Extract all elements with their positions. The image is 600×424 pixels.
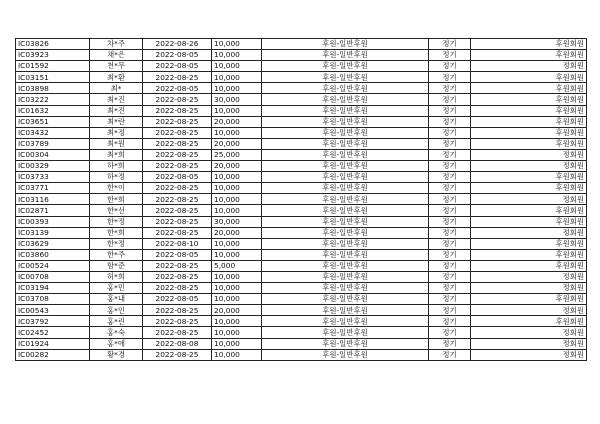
donor-name-cell: 한*정 (90, 216, 143, 227)
member-grade-cell: 후원회원 (471, 138, 587, 149)
payment-type-cell: 정기 (429, 116, 471, 127)
table-row (16, 50, 587, 61)
amount-cell: 10,000 (212, 72, 262, 83)
member-grade-cell: 정회원 (471, 194, 587, 205)
donor-name-cell: 채*은 (90, 50, 143, 61)
amount-cell: 10,000 (212, 61, 262, 72)
table-row (16, 327, 587, 338)
category-cell: 후원-일반후원 (262, 83, 429, 94)
donor-name-cell: 차*주 (90, 39, 143, 50)
payment-type-cell: 정기 (429, 50, 471, 61)
donor-name-cell: 최*진 (90, 94, 143, 105)
category-cell: 후원-일반후원 (262, 316, 429, 327)
table-row (16, 39, 587, 50)
amount-cell: 20,000 (212, 161, 262, 172)
category-cell: 후원-일반후원 (262, 194, 429, 205)
amount-cell: 10,000 (212, 338, 262, 349)
category-cell: 후원-일반후원 (262, 116, 429, 127)
donor-name-cell: 한*선 (90, 205, 143, 216)
table-row (16, 316, 587, 327)
donor-id-cell: IC03194 (16, 283, 90, 294)
amount-cell: 20,000 (212, 116, 262, 127)
amount-cell: 10,000 (212, 349, 262, 360)
amount-cell: 10,000 (212, 50, 262, 61)
category-cell: 후원-일반후원 (262, 283, 429, 294)
donation-table (15, 38, 587, 361)
payment-type-cell: 정기 (429, 127, 471, 138)
donation-date-cell: 2022-08-26 (143, 39, 212, 50)
table-row (16, 271, 587, 282)
table-row (16, 83, 587, 94)
member-grade-cell: 후원회원 (471, 94, 587, 105)
donation-date-cell: 2022-08-25 (143, 327, 212, 338)
table-row (16, 94, 587, 105)
donation-date-cell: 2022-08-25 (143, 271, 212, 282)
donor-name-cell: 최*란 (90, 116, 143, 127)
table-row (16, 249, 587, 260)
donor-id-cell: IC01592 (16, 61, 90, 72)
donor-name-cell: 홍*인 (90, 305, 143, 316)
payment-type-cell: 정기 (429, 283, 471, 294)
donation-date-cell: 2022-08-25 (143, 349, 212, 360)
member-grade-cell: 후원회원 (471, 294, 587, 305)
donation-date-cell: 2022-08-05 (143, 294, 212, 305)
payment-type-cell: 정기 (429, 294, 471, 305)
member-grade-cell: 후원회원 (471, 205, 587, 216)
donor-id-cell: IC00708 (16, 271, 90, 282)
category-cell: 후원-일반후원 (262, 61, 429, 72)
table-row (16, 238, 587, 249)
amount-cell: 10,000 (212, 183, 262, 194)
member-grade-cell: 후원회원 (471, 260, 587, 271)
category-cell: 후원-일반후원 (262, 39, 429, 50)
category-cell: 후원-일반후원 (262, 127, 429, 138)
donor-name-cell: 하*정 (90, 172, 143, 183)
category-cell: 후원-일반후원 (262, 227, 429, 238)
table-row (16, 338, 587, 349)
donor-name-cell: 한*이 (90, 183, 143, 194)
table-row (16, 283, 587, 294)
table-row (16, 205, 587, 216)
donor-name-cell: 천*무 (90, 61, 143, 72)
table-row (16, 127, 587, 138)
payment-type-cell: 정기 (429, 316, 471, 327)
donor-id-cell: IC00543 (16, 305, 90, 316)
table-row (16, 260, 587, 271)
payment-type-cell: 정기 (429, 83, 471, 94)
donation-date-cell: 2022-08-25 (143, 260, 212, 271)
donor-name-cell: 허*희 (90, 271, 143, 282)
amount-cell: 10,000 (212, 271, 262, 282)
category-cell: 후원-일반후원 (262, 294, 429, 305)
member-grade-cell: 후원회원 (471, 316, 587, 327)
donor-id-cell: IC03923 (16, 50, 90, 61)
table-body (16, 39, 587, 361)
category-cell: 후원-일반후원 (262, 349, 429, 360)
amount-cell: 20,000 (212, 138, 262, 149)
donor-id-cell: IC03860 (16, 249, 90, 260)
donation-date-cell: 2022-08-25 (143, 316, 212, 327)
donor-id-cell: IC01632 (16, 105, 90, 116)
payment-type-cell: 정기 (429, 327, 471, 338)
amount-cell: 10,000 (212, 249, 262, 260)
donor-id-cell: IC00329 (16, 161, 90, 172)
donor-id-cell: IC03432 (16, 127, 90, 138)
donor-id-cell: IC03826 (16, 39, 90, 50)
member-grade-cell: 후원회원 (471, 105, 587, 116)
amount-cell: 10,000 (212, 283, 262, 294)
category-cell: 후원-일반후원 (262, 249, 429, 260)
table-row (16, 216, 587, 227)
amount-cell: 5,000 (212, 260, 262, 271)
donor-id-cell: IC03116 (16, 194, 90, 205)
donor-name-cell: 홍*민 (90, 283, 143, 294)
donor-name-cell: 최*환 (90, 72, 143, 83)
donation-date-cell: 2022-08-25 (143, 161, 212, 172)
table-row (16, 105, 587, 116)
donor-id-cell: IC00282 (16, 349, 90, 360)
donation-date-cell: 2022-08-05 (143, 50, 212, 61)
donor-id-cell: IC03222 (16, 94, 90, 105)
category-cell: 후원-일반후원 (262, 105, 429, 116)
payment-type-cell: 정기 (429, 94, 471, 105)
donor-id-cell: IC03651 (16, 116, 90, 127)
payment-type-cell: 정기 (429, 194, 471, 205)
amount-cell: 10,000 (212, 316, 262, 327)
donation-date-cell: 2022-08-05 (143, 61, 212, 72)
donor-id-cell: IC02452 (16, 327, 90, 338)
category-cell: 후원-일반후원 (262, 271, 429, 282)
amount-cell: 10,000 (212, 194, 262, 205)
amount-cell: 10,000 (212, 39, 262, 50)
member-grade-cell: 후원회원 (471, 238, 587, 249)
table-row (16, 183, 587, 194)
table-row (16, 172, 587, 183)
payment-type-cell: 정기 (429, 183, 471, 194)
donor-name-cell: 홍*애 (90, 338, 143, 349)
amount-cell: 20,000 (212, 305, 262, 316)
donation-date-cell: 2022-08-25 (143, 72, 212, 83)
donor-name-cell: 최* (90, 83, 143, 94)
payment-type-cell: 정기 (429, 271, 471, 282)
donation-date-cell: 2022-08-25 (143, 205, 212, 216)
donation-date-cell: 2022-08-25 (143, 149, 212, 160)
category-cell: 후원-일반후원 (262, 260, 429, 271)
table-row (16, 72, 587, 83)
category-cell: 후원-일반후원 (262, 172, 429, 183)
donor-id-cell: IC03792 (16, 316, 90, 327)
donor-id-cell: IC03733 (16, 172, 90, 183)
payment-type-cell: 정기 (429, 227, 471, 238)
member-grade-cell: 정회원 (471, 283, 587, 294)
donor-name-cell: 한*희 (90, 194, 143, 205)
donation-date-cell: 2022-08-25 (143, 127, 212, 138)
member-grade-cell: 후원회원 (471, 116, 587, 127)
member-grade-cell: 정회원 (471, 327, 587, 338)
donor-name-cell: 홍*내 (90, 294, 143, 305)
amount-cell: 30,000 (212, 216, 262, 227)
member-grade-cell: 정회원 (471, 61, 587, 72)
member-grade-cell: 정회원 (471, 349, 587, 360)
donor-name-cell: 최*진 (90, 105, 143, 116)
payment-type-cell: 정기 (429, 72, 471, 83)
donation-date-cell: 2022-08-25 (143, 94, 212, 105)
donor-id-cell: IC03898 (16, 83, 90, 94)
member-grade-cell: 정회원 (471, 227, 587, 238)
donor-id-cell: IC00524 (16, 260, 90, 271)
category-cell: 후원-일반후원 (262, 205, 429, 216)
member-grade-cell: 후원회원 (471, 216, 587, 227)
table-row (16, 138, 587, 149)
payment-type-cell: 정기 (429, 105, 471, 116)
donation-date-cell: 2022-08-25 (143, 116, 212, 127)
donor-name-cell: 홍*린 (90, 316, 143, 327)
amount-cell: 10,000 (212, 238, 262, 249)
amount-cell: 10,000 (212, 172, 262, 183)
donation-date-cell: 2022-08-25 (143, 138, 212, 149)
donation-date-cell: 2022-08-10 (143, 238, 212, 249)
member-grade-cell: 후원회원 (471, 172, 587, 183)
payment-type-cell: 정기 (429, 305, 471, 316)
member-grade-cell: 후원회원 (471, 72, 587, 83)
donation-date-cell: 2022-08-25 (143, 283, 212, 294)
donor-id-cell: IC01924 (16, 338, 90, 349)
donation-date-cell: 2022-08-05 (143, 172, 212, 183)
donor-id-cell: IC03771 (16, 183, 90, 194)
payment-type-cell: 정기 (429, 172, 471, 183)
payment-type-cell: 정기 (429, 149, 471, 160)
donation-date-cell: 2022-08-25 (143, 105, 212, 116)
member-grade-cell: 정회원 (471, 149, 587, 160)
donation-date-cell: 2022-08-05 (143, 83, 212, 94)
category-cell: 후원-일반후원 (262, 183, 429, 194)
donor-id-cell: IC03789 (16, 138, 90, 149)
donor-name-cell: 하*희 (90, 161, 143, 172)
donor-name-cell: 최*정 (90, 127, 143, 138)
table-row (16, 194, 587, 205)
payment-type-cell: 정기 (429, 349, 471, 360)
donor-id-cell: IC03151 (16, 72, 90, 83)
payment-type-cell: 정기 (429, 39, 471, 50)
payment-type-cell: 정기 (429, 161, 471, 172)
amount-cell: 10,000 (212, 205, 262, 216)
donor-name-cell: 한*정 (90, 238, 143, 249)
donor-id-cell: IC00393 (16, 216, 90, 227)
category-cell: 후원-일반후원 (262, 338, 429, 349)
amount-cell: 30,000 (212, 94, 262, 105)
category-cell: 후원-일반후원 (262, 94, 429, 105)
member-grade-cell: 후원회원 (471, 50, 587, 61)
payment-type-cell: 정기 (429, 216, 471, 227)
donation-date-cell: 2022-08-25 (143, 194, 212, 205)
payment-type-cell: 정기 (429, 338, 471, 349)
donation-date-cell: 2022-08-05 (143, 249, 212, 260)
member-grade-cell: 정회원 (471, 338, 587, 349)
donation-date-cell: 2022-08-25 (143, 216, 212, 227)
amount-cell: 10,000 (212, 127, 262, 138)
category-cell: 후원-일반후원 (262, 50, 429, 61)
payment-type-cell: 정기 (429, 205, 471, 216)
amount-cell: 10,000 (212, 105, 262, 116)
member-grade-cell: 후원회원 (471, 183, 587, 194)
amount-cell: 10,000 (212, 327, 262, 338)
member-grade-cell: 후원회원 (471, 127, 587, 138)
category-cell: 후원-일반후원 (262, 161, 429, 172)
amount-cell: 25,000 (212, 149, 262, 160)
member-grade-cell: 후원회원 (471, 83, 587, 94)
donor-name-cell: 홍*숙 (90, 327, 143, 338)
donor-id-cell: IC02871 (16, 205, 90, 216)
donor-id-cell: IC03139 (16, 227, 90, 238)
table-row (16, 349, 587, 360)
donor-name-cell: 한*희 (90, 227, 143, 238)
member-grade-cell: 후원회원 (471, 39, 587, 50)
category-cell: 후원-일반후원 (262, 327, 429, 338)
payment-type-cell: 정기 (429, 61, 471, 72)
donor-name-cell: 황*경 (90, 349, 143, 360)
donation-date-cell: 2022-08-25 (143, 305, 212, 316)
member-grade-cell: 후원회원 (471, 249, 587, 260)
category-cell: 후원-일반후원 (262, 238, 429, 249)
payment-type-cell: 정기 (429, 249, 471, 260)
category-cell: 후원-일반후원 (262, 72, 429, 83)
category-cell: 후원-일반후원 (262, 149, 429, 160)
table-row (16, 161, 587, 172)
payment-type-cell: 정기 (429, 238, 471, 249)
donor-id-cell: IC03708 (16, 294, 90, 305)
donation-date-cell: 2022-08-25 (143, 183, 212, 194)
category-cell: 후원-일반후원 (262, 138, 429, 149)
donation-date-cell: 2022-08-25 (143, 227, 212, 238)
category-cell: 후원-일반후원 (262, 216, 429, 227)
donor-id-cell: IC00304 (16, 149, 90, 160)
table-row (16, 294, 587, 305)
table-row (16, 61, 587, 72)
donor-id-cell: IC03629 (16, 238, 90, 249)
table-row (16, 149, 587, 160)
donor-name-cell: 한*주 (90, 249, 143, 260)
member-grade-cell: 정회원 (471, 305, 587, 316)
table-row (16, 305, 587, 316)
member-grade-cell: 정회원 (471, 161, 587, 172)
amount-cell: 10,000 (212, 294, 262, 305)
donation-date-cell: 2022-08-08 (143, 338, 212, 349)
member-grade-cell: 정회원 (471, 271, 587, 282)
donor-name-cell: 함*준 (90, 260, 143, 271)
category-cell: 후원-일반후원 (262, 305, 429, 316)
table-row (16, 227, 587, 238)
payment-type-cell: 정기 (429, 138, 471, 149)
amount-cell: 20,000 (212, 227, 262, 238)
payment-type-cell: 정기 (429, 260, 471, 271)
donor-name-cell: 최*희 (90, 149, 143, 160)
amount-cell: 10,000 (212, 83, 262, 94)
table-row (16, 116, 587, 127)
donor-name-cell: 최*원 (90, 138, 143, 149)
